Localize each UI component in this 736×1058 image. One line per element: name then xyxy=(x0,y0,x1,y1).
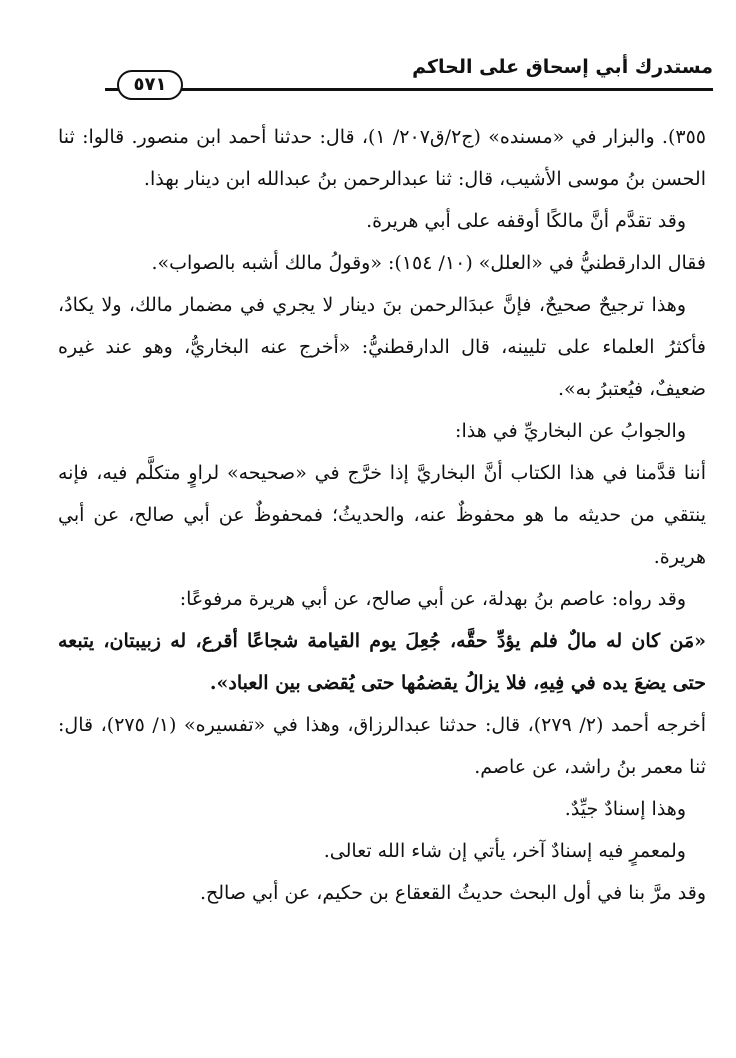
paragraph-7-intro: وقد رواه: عاصم بنُ بهدلة، عن أبي صالح، عن أبي هريرة مرفوعًا: xyxy=(179,588,686,610)
hadith-quote: «مَن كان له مالٌ فلم يؤدِّ حقَّه، جُعِلَ يوم القيامة شجاعًا أقرع، له زبيبتان، يتبعه حتى يضعَ يده في فِيهِ، فلا يزالُ يقضمُها حتى يُقضى بين العباد». xyxy=(58,630,706,694)
paragraph-9: وهذا إسنادٌ جيِّدٌ. xyxy=(564,798,686,820)
paragraph-6: أننا قدَّمنا في هذا الكتاب أنَّ البخاريَّ إذا خرَّج في «صحيحه» لراوٍ متكلَّم فيه، فإنه ينتقي من حديثه ما هو محفوظٌ عنه، والحديثُ؛ فمحفوظٌ عن أبي صالح، عن أبي هريرة. xyxy=(58,462,706,568)
page-body xyxy=(58,116,706,914)
paragraph-4: وهذا ترجيحٌ صحيحٌ، فإنَّ عبدَالرحمن بنَ دينار لا يجري في مضمار مالك، ولا يكادُ، فأكثرُ العلماء على تليينه، قال الدارقطنيُّ: «أخرج عنه البخاريُّ، وهو عند غيره ضعيفٌ، فيُعتبرُ به». xyxy=(58,294,706,400)
paragraph-2: وقد تقدَّم أنَّ مالكًا أوقفه على أبي هريرة. xyxy=(366,210,686,232)
page-number-badge: ٥٧١ xyxy=(117,70,183,100)
paragraph-1: ٣٥٥). والبزار في «مسنده» (ج٢/ق٢٠٧/ ١)، قال: حدثنا أحمد ابن منصور. قالوا: ثنا الحسن بنُ موسى الأشيب، قال: ثنا عبدالرحمن بنُ عبدالله ابن دينار بهذا. xyxy=(58,126,706,190)
page-header xyxy=(105,52,713,96)
paragraph-5: والجوابُ عن البخاريِّ في هذا: xyxy=(455,420,686,442)
paragraph-3: فقال الدارقطنيُّ في «العلل» (١٠/ ١٥٤): «وقولُ مالك أشبه بالصواب». xyxy=(151,252,706,274)
paragraph-11: وقد مرَّ بنا في أول البحث حديثُ القعقاع بن حكيم، عن أبي صالح. xyxy=(199,882,706,904)
paragraph-10: ولمعمرٍ فيه إسنادٌ آخر، يأتي إن شاء الله تعالى. xyxy=(323,840,686,862)
header-rule xyxy=(105,88,713,91)
paragraph-8: أخرجه أحمد (٢/ ٢٧٩)، قال: حدثنا عبدالرزاق، وهذا في «تفسيره» (١/ ٢٧٥)، قال: ثنا معمر بنُ راشد، عن عاصم. xyxy=(58,714,706,778)
running-title: مستدرك أبي إسحاق على الحاكم xyxy=(412,56,713,78)
